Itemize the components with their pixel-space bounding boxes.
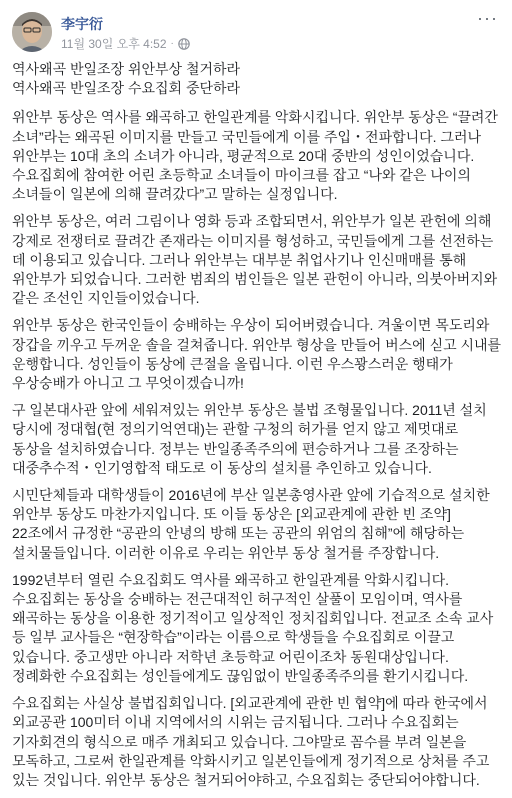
post-content xyxy=(12,60,502,798)
headline-line: 역사왜곡 반일조장 수요집회 중단하라 xyxy=(12,80,241,97)
headline-line: 역사왜곡 반일조장 위안부상 철거하라 xyxy=(12,61,241,77)
more-options-icon[interactable]: ··· xyxy=(477,8,498,28)
post-paragraph: 위안부 동상은 역사를 왜곡하고 한일관계를 악화시킵니다. 위안부 동상은 “끌려간 소녀”라는 왜곡된 이미지를 만들고 국민들에게 이를 주입・전파합니다. 그러나 위안부는 10대 초의 소녀가 아니라, 평균적으로 20대 중반의 성인이었습니다. 수요집회에 참여한 어린 초등학교 소녀들이 마이크를 잡고 “나와 같은 나이의 소녀들이 일본에 의해 끌려갔다”고 말하는 실정입니다. xyxy=(12,109,498,203)
meta-separator: · xyxy=(170,38,174,49)
post-paragraph: 시민단체들과 대학생들이 2016년에 부산 일본총영사관 앞에 기습적으로 설치한 위안부 동상도 마찬가지입니다. 또 이들 동상은 [외교관계에 관한 빈 조약] 22조에서 규정한 “공관의 안녕의 방해 또는 공관의 위엄의 침해”에 해당하는 설치물들입니다. 이러한 이유로 우리는 위안부 동상 철거를 주장합니다. xyxy=(12,487,490,561)
post-paragraph: 위안부 동상은 한국인들이 숭배하는 우상이 되어버렸습니다. 겨울이면 목도리와 장갑을 끼우고 두꺼운 솔을 걸쳐줍니다. 위안부 형상을 만들어 버스에 싣고 시내를 운행합니다. 성인들이 동상에 큰절을 올립니다. 이런 우스꽝스러운 행태가 우상숭배가 아니고 그 무엇이겠습니까! xyxy=(12,317,502,392)
author-avatar[interactable] xyxy=(12,12,52,52)
post-paragraph: 수요집회는 사실상 불법집회입니다. [외교관계에 관한 빈 협약]에 따라 한국에서 외교공관 100미터 이내 지역에서의 시위는 금지됩니다. 그러나 수요집회는 기자회견의 형식으로 매주 개최되고 있습니다. 그야말로 꼼수를 부려 일본을 모독하고, 그로써 한일관계를 악화시키고 일본인들에게 정기적으로 상처를 주고 있는 것입니다. 위안부 동상은 철거되어야하고, 수요집회는 중단되어야합니다. xyxy=(12,695,490,788)
globe-icon[interactable] xyxy=(178,38,190,50)
post-headline xyxy=(12,60,502,98)
post-paragraph: 위안부 동상은, 여러 그림이나 영화 등과 조합되면서, 위안부가 일본 관헌에 의해 강제로 전쟁터로 끌려간 존재라는 이미지를 형성하고, 국민들에게 그를 선전하는 데 이용되고 있습니다. 그러나 위안부는 대부분 취업사기나 인신매매를 통해 위안부가 되었습니다. 그러한 범죄의 범인들은 일본 관헌이 아니라, 의붓아버지와 같은 조선인 지인들이었습니다. xyxy=(12,213,498,307)
author-name[interactable]: 李宇衍 xyxy=(61,16,103,32)
post-paragraph: 1992년부터 열린 수요집회도 역사를 왜곡하고 한일관계를 악화시킵니다. 수요집회는 동상을 숭배하는 전근대적인 허구적인 살풀이 모임이며, 역사를 왜곡하는 동상을 이용한 정기적이고 일상적인 정치집회입니다. 전교조 소속 교사 등 일부 교사들은 “현장학습”이라는 이름으로 학생들을 수요집회로 이끌고 있습니다. 중고생만 아니라 저학년 초등학교 어린이조차 동원대상입니다. 정례화한 수요집회는 성인들에게도 끊임없이 반일종족주의를 환기시킵니다. xyxy=(12,571,494,684)
post-timestamp[interactable]: 11월 30일 오후 4:52 xyxy=(61,37,167,51)
avatar-image xyxy=(12,12,52,52)
post-paragraph: 구 일본대사관 앞에 세워져있는 위안부 동상은 불법 조형물입니다. 2011년 설치 당시에 정대협(현 정의기억연대)는 관할 구청의 허가를 얻지 않고 제멋대로 동상을 설치하였습니다. 정부는 반일종족주의에 편승하거나 그를 조장하는 대중추수적・인기영합적 태도로 이 동상의 설치를 추인하고 있습니다. xyxy=(12,402,487,476)
post-header xyxy=(0,0,512,56)
post-meta xyxy=(61,35,190,52)
